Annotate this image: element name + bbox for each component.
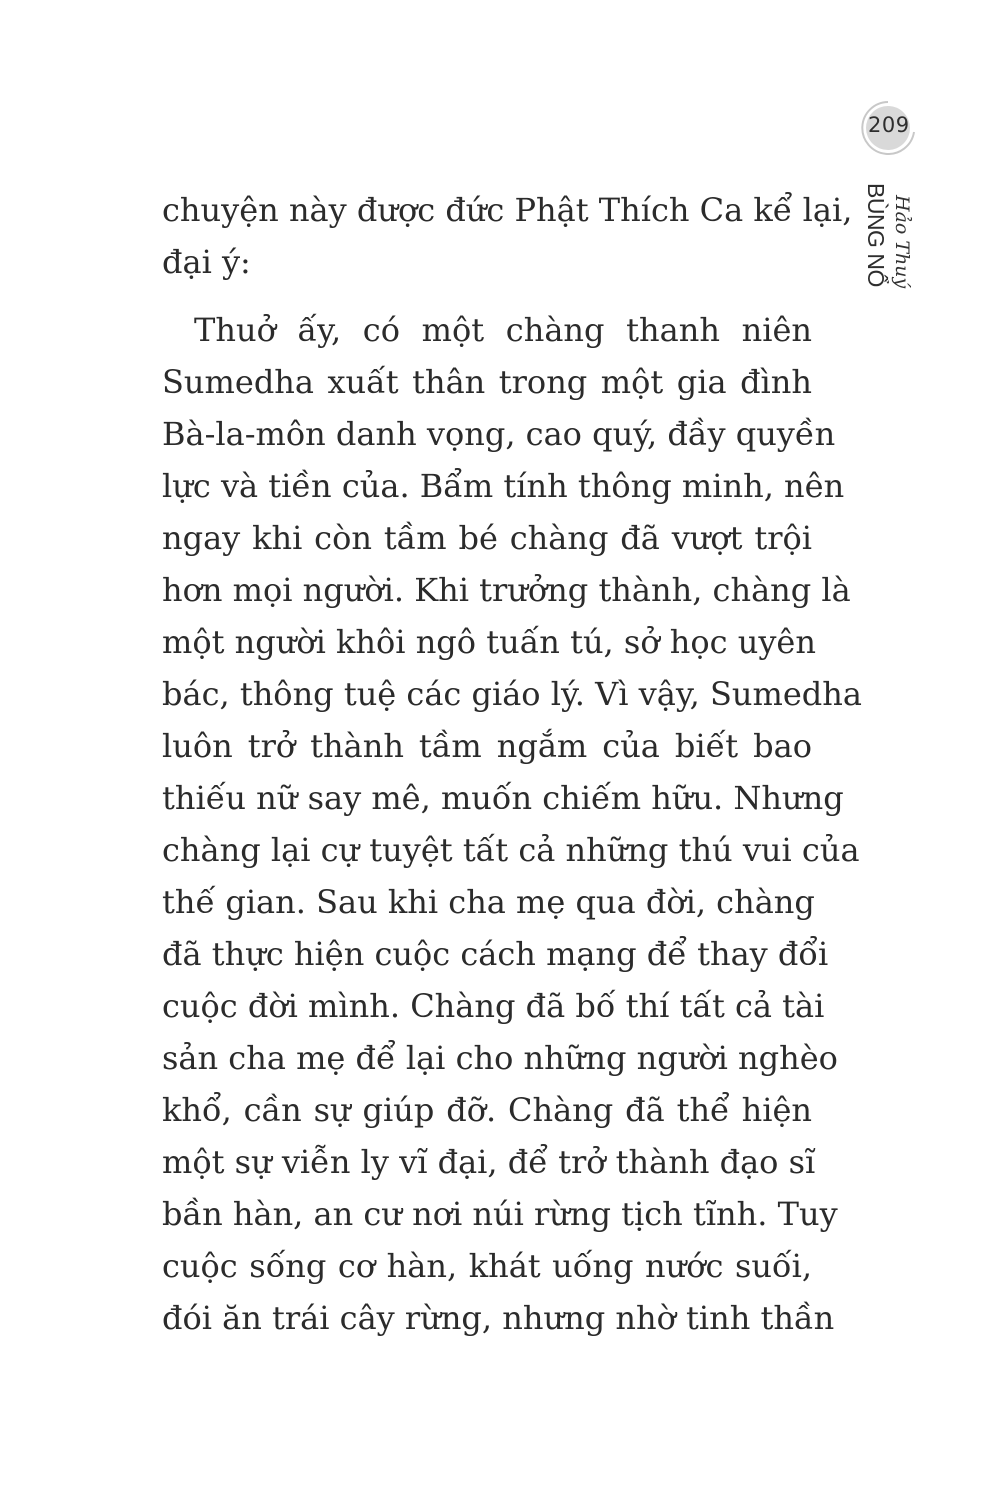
text-line: Thuở ấy, có một chàng thanh niên (194, 311, 812, 349)
text-line: lực và tiền của. Bẩm tính thông minh, nên (162, 467, 845, 505)
text-line: khổ, cần sự giúp đỡ. Chàng đã thể hiện (162, 1091, 812, 1129)
text-line: đã thực hiện cuộc cách mạng để thay đổi (162, 935, 829, 973)
running-head (864, 183, 924, 293)
text-line: sản cha mẹ để lại cho những người nghèo (162, 1039, 838, 1077)
text-line: hơn mọi người. Khi trưởng thành, chàng là (162, 571, 851, 609)
text-line: chàng lại cự tuyệt tất cả những thú vui của (162, 831, 860, 869)
text-line: bác, thông tuệ các giáo lý. Vì vậy, Sumedha (162, 675, 862, 713)
text-line: ngay khi còn tầm bé chàng đã vượt trội (162, 519, 812, 557)
text-line: bần hàn, an cư nơi núi rừng tịch tĩnh. Tuy (162, 1195, 838, 1233)
text-line: thiếu nữ say mê, muốn chiếm hữu. Nhưng (162, 779, 844, 817)
text-line: một sự viễn ly vĩ đại, để trở thành đạo sĩ (162, 1143, 816, 1181)
page-number: 209 (868, 113, 910, 137)
text-line: chuyện này được đức Phật Thích Ca kể lại, (162, 191, 853, 229)
text-line: một người khôi ngô tuấn tú, sở học uyên (162, 623, 816, 661)
running-head-title: BÙNG NỔ (863, 183, 889, 287)
text-line: đói ăn trái cây rừng, nhưng nhờ tinh thần (162, 1299, 835, 1337)
text-line: cuộc đời mình. Chàng đã bố thí tất cả tài (162, 987, 825, 1025)
text-line: thế gian. Sau khi cha mẹ qua đời, chàng (162, 883, 815, 921)
running-head-author: Hảo Thuý (891, 195, 913, 289)
page-number-badge (858, 98, 918, 158)
text-line: đại ý: (162, 243, 251, 281)
paragraph (162, 184, 853, 288)
text-line: Bà-la-môn danh vọng, cao quý, đầy quyền (162, 415, 836, 453)
text-line: Sumedha xuất thân trong một gia đình (162, 363, 812, 401)
paragraph (162, 304, 862, 1344)
body-text (162, 184, 862, 1344)
text-line: cuộc sống cơ hàn, khát uống nước suối, (162, 1247, 812, 1285)
text-line: luôn trở thành tầm ngắm của biết bao (162, 727, 812, 765)
